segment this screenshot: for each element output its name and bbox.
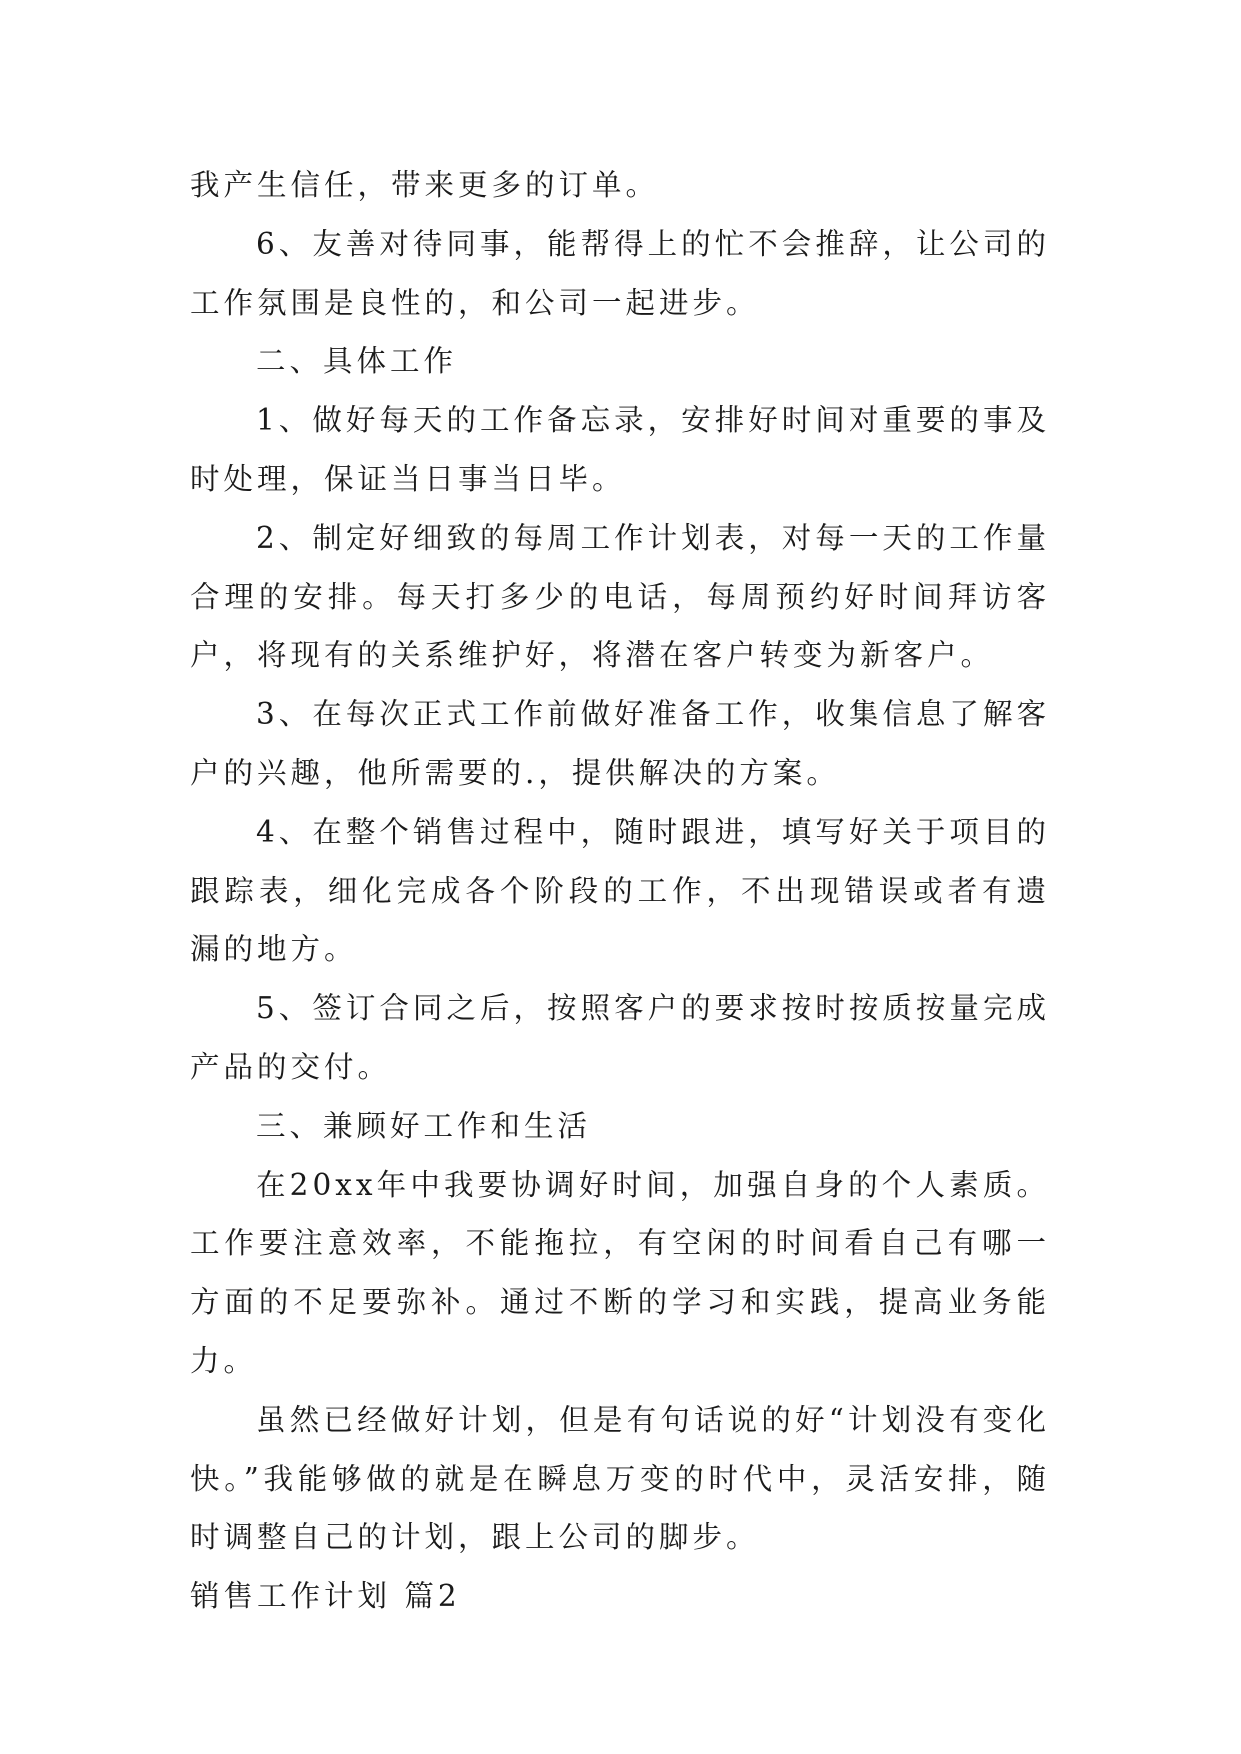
paragraph-plan: 虽然已经做好计划，但是有句话说的好“计划没有变化快。”我能够做的就是在瞬息万变的时代中，灵活安排，随时调整自己的计划，跟上公司的脚步。 xyxy=(190,1402,1050,1555)
paragraph-work-3: 3、在每次正式工作前做好准备工作，收集信息了解客户的兴趣，他所需要的.，提供解决的方案。 xyxy=(190,697,1050,790)
section-title-part-2: 销售工作计划 篇2 xyxy=(190,1579,461,1614)
heading-specific-work: 二、具体工作 xyxy=(256,344,458,379)
heading-work-life: 三、兼顾好工作和生活 xyxy=(256,1108,592,1143)
paragraph-work-1: 1、做好每天的工作备忘录，安排好时间对重要的事及时处理，保证当日事当日毕。 xyxy=(190,403,1050,496)
paragraph-work-2: 2、制定好细致的每周工作计划表，对每一天的工作量合理的安排。每天打多少的电话，每周预约好时间拜访客户，将现有的关系维护好，将潜在客户转变为新客户。 xyxy=(190,520,1050,673)
paragraph-trust: 我产生信任，带来更多的订单。 xyxy=(190,168,660,202)
paragraph-work-4: 4、在整个销售过程中，随时跟进，填写好关于项目的跟踪表，细化完成各个阶段的工作，不出现错误或者有遗漏的地方。 xyxy=(190,814,1050,967)
paragraph-work-5: 5、签订合同之后，按照客户的要求按时按质按量完成产品的交付。 xyxy=(190,991,1050,1084)
document-body xyxy=(190,156,1050,1626)
paragraph-life: 在20xx年中我要协调好时间，加强自身的个人素质。工作要注意效率，不能拖拉，有空闲的时间看自己有哪一方面的不足要弥补。通过不断的学习和实践，提高业务能力。 xyxy=(190,1167,1050,1378)
paragraph-item-6: 6、友善对待同事，能帮得上的忙不会推辞，让公司的工作氛围是良性的，和公司一起进步。 xyxy=(190,226,1050,320)
